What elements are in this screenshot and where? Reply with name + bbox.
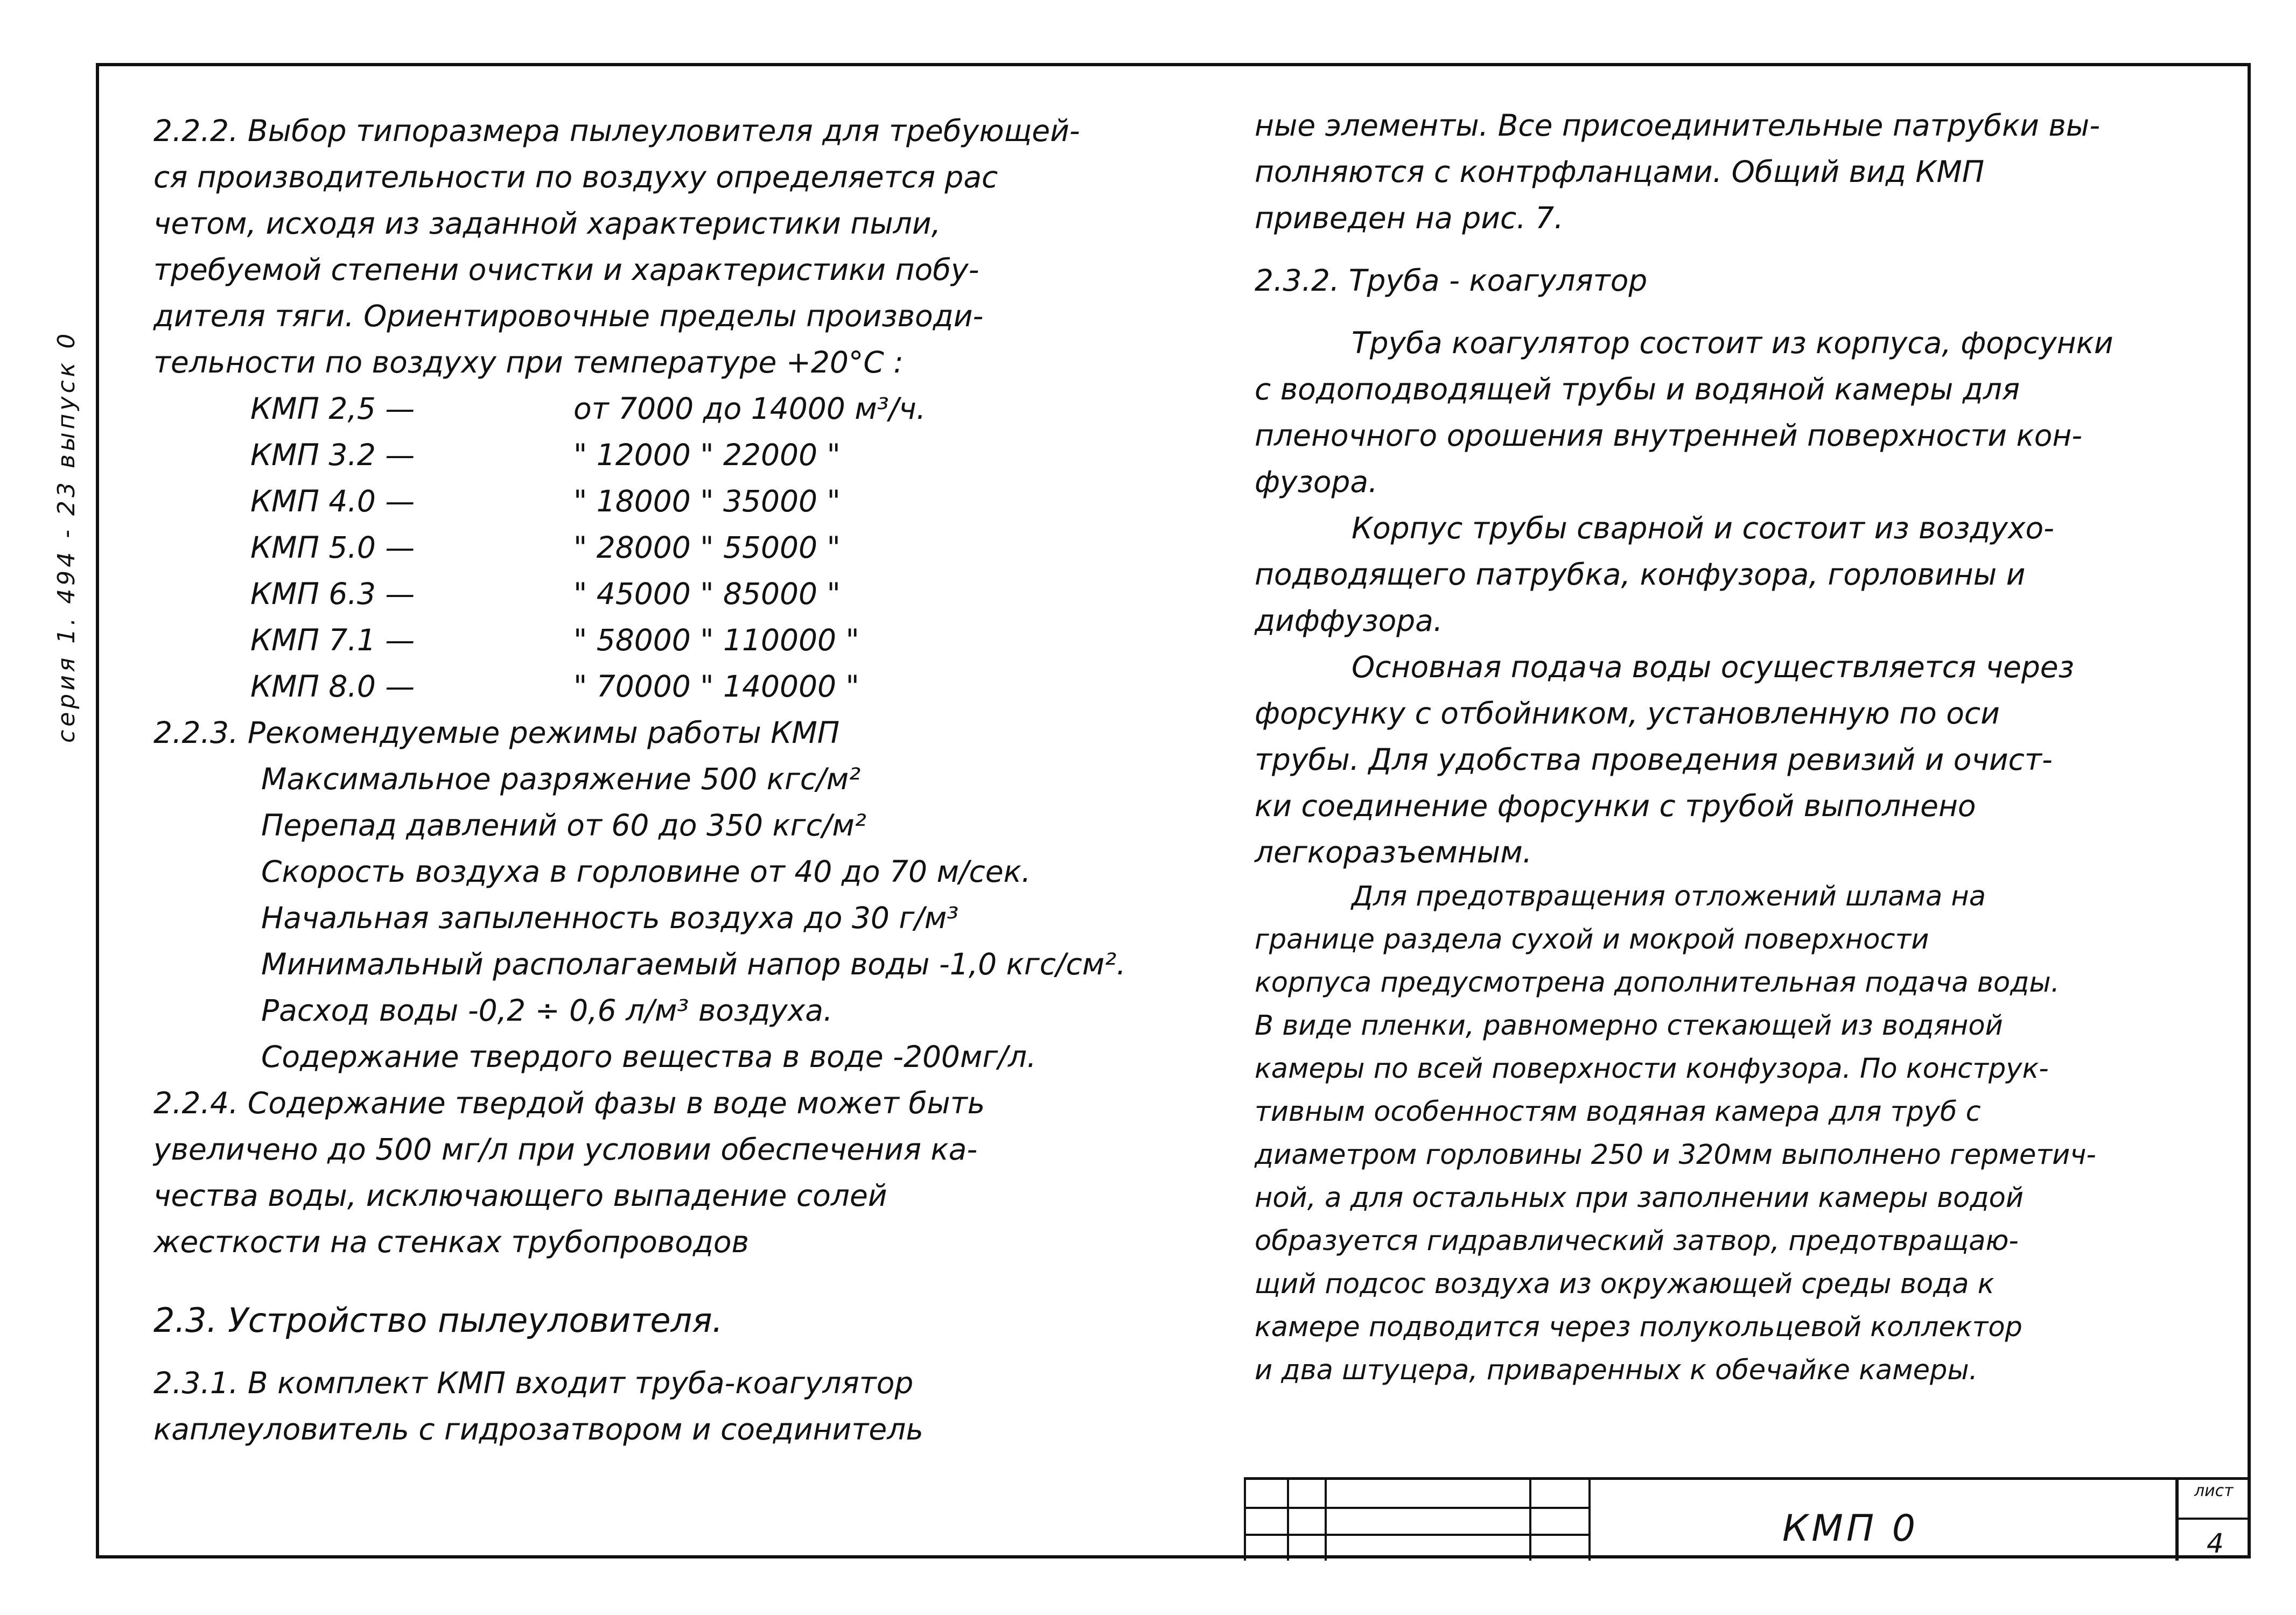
text-line: Труба коагулятор состоит из корпуса, форсунки <box>1352 326 2113 360</box>
capacity-value: " 18000 " 35000 " <box>573 484 841 518</box>
text-line: Корпус трубы сварной и состоит из воздухо- <box>1352 511 2054 545</box>
text-line: диаметром горловины 250 и 320мм выполнено герметич- <box>1255 1139 2096 1171</box>
text-line: щий подсос воздуха из окружающей среды вода к <box>1255 1268 1994 1300</box>
text-line: увеличено до 500 мг/л при условии обеспечения ка- <box>153 1132 978 1167</box>
model-label: КМП 5.0 — <box>250 530 415 565</box>
text-line: границе раздела сухой и мокрой поверхности <box>1255 924 1929 956</box>
text-line: жесткости на стенках трубопроводов <box>153 1225 749 1259</box>
model-label: КМП 3.2 — <box>250 438 415 472</box>
capacity-value: " 70000 " 140000 " <box>573 669 859 704</box>
text-line: В виде пленки, равномерно стекающей из водяной <box>1255 1010 2003 1042</box>
capacity-row <box>153 571 1177 617</box>
mode-item: Перепад давлений от 60 до 350 кгс/м² <box>261 808 866 842</box>
text-line: камере подводится через полукольцевой коллектор <box>1255 1311 2022 1343</box>
series-label: серия 1. 494 - 23 выпуск 0 <box>53 330 80 743</box>
paragraph-sludge <box>1255 875 2213 1392</box>
right-column <box>1255 102 2213 1392</box>
text-line: форсунку с отбойником, установленную по оси <box>1255 696 2000 731</box>
text-line: 2.2.4. Содержание твердой фазы в воде может быть <box>153 1086 985 1120</box>
capacity-value: от 7000 до 14000 м³/ч. <box>573 391 926 426</box>
section-2-2-3 <box>153 710 1177 1080</box>
side-note <box>36 194 95 743</box>
text-line: ные элементы. Все присоединительные патрубки вы- <box>1255 108 2101 143</box>
text-line: чества воды, исключающего выпадение солей <box>153 1178 887 1213</box>
capacity-row <box>153 432 1177 478</box>
capacity-list <box>153 385 1177 710</box>
text-line: подводящего патрубка, конфузора, горловины и <box>1255 557 2026 592</box>
mode-item: Содержание твердого вещества в воде -200мг/л. <box>261 1040 1037 1074</box>
model-label: КМП 2,5 — <box>250 391 415 426</box>
paragraph-body <box>1255 320 2213 505</box>
text-line: тельности по воздуху при температуре +20°С : <box>153 345 904 380</box>
text-line: корпуса предусмотрена дополнительная подача воды. <box>1255 967 2060 999</box>
section-heading: 2.2.3. Рекомендуемые режимы работы КМП <box>153 715 840 750</box>
text-line: 2.3.1. В комплект КМП входит труба-коагулятор <box>153 1366 914 1400</box>
capacity-row <box>153 663 1177 710</box>
text-line: пленочного орошения внутренней поверхности кон- <box>1255 418 2083 453</box>
text-line: ки соединение форсунки с трубой выполнено <box>1255 789 1976 823</box>
text-line: трубы. Для удобства проведения ревизий и очист- <box>1255 742 2053 777</box>
text-line: полняются с контрфланцами. Общий вид КМП <box>1255 155 1985 189</box>
capacity-row <box>153 385 1177 432</box>
left-column <box>153 108 1177 1452</box>
section-2-2-4 <box>153 1080 1177 1265</box>
capacity-value: " 45000 " 85000 " <box>573 577 841 611</box>
section-2-2-2 <box>153 108 1177 385</box>
capacity-value: " 58000 " 110000 " <box>573 623 859 657</box>
section-2-3-1-continued <box>1255 102 2213 241</box>
text-line: и два штуцера, приваренных к обечайке камеры. <box>1255 1354 1978 1386</box>
section-heading: 2.3. Устройство пылеуловителя. <box>153 1301 723 1340</box>
text-line: Для предотвращения отложений шлама на <box>1352 881 1986 912</box>
text-line: дителя тяги. Ориентировочные пределы производи- <box>153 299 984 333</box>
text-line: тивным особенностям водяная камера для труб с <box>1255 1096 1981 1128</box>
sheet-number: 4 <box>2207 1528 2224 1559</box>
mode-item: Расход воды -0,2 ÷ 0,6 л/м³ воздуха. <box>261 993 833 1028</box>
mode-item: Начальная запыленность воздуха до 30 г/м³ <box>261 901 959 935</box>
text-line: образуется гидравлический затвор, предотвращаю- <box>1255 1225 2019 1257</box>
paragraph-water-supply <box>1255 644 2213 875</box>
capacity-row <box>153 524 1177 571</box>
model-label: КМП 8.0 — <box>250 669 415 704</box>
text-line: легкоразъемным. <box>1255 835 1532 869</box>
capacity-row <box>153 478 1177 524</box>
mode-item: Скорость воздуха в горловине от 40 до 70 м/сек. <box>261 854 1031 889</box>
text-line: Основная подача воды осуществляется через <box>1352 650 2074 684</box>
section-heading: 2.3.2. Труба - коагулятор <box>1255 263 1648 298</box>
text-line: 2.2.2. Выбор типоразмера пылеуловителя для требующей- <box>153 114 1080 148</box>
text-line: камеры по всей поверхности конфузора. По конструк- <box>1255 1053 2049 1085</box>
paragraph-housing <box>1255 505 2213 644</box>
model-label: КМП 4.0 — <box>250 484 415 518</box>
text-line: с водоподводящей трубы и водяной камеры для <box>1255 372 2020 406</box>
model-label: КМП 6.3 — <box>250 577 415 611</box>
capacity-row <box>153 617 1177 663</box>
text-line: ся производительности по воздуху определяется рас <box>153 160 998 194</box>
mode-item: Минимальный располагаемый напор воды -1,0 кгс/см². <box>261 947 1126 981</box>
text-line: четом, исходя из заданной характеристики пыли, <box>153 206 941 241</box>
text-line: каплеуловитель с гидрозатвором и соединитель <box>153 1412 923 1447</box>
capacity-value: " 28000 " 55000 " <box>573 530 841 565</box>
text-line: фузора. <box>1255 465 1378 499</box>
text-line: ной, а для остальных при заполнении камеры водой <box>1255 1182 2024 1214</box>
mode-item: Максимальное разряжение 500 кгс/м² <box>261 762 861 796</box>
drawing-code: КМП 0 <box>1782 1507 1919 1550</box>
model-label: КМП 7.1 — <box>250 623 415 657</box>
text-line: требуемой степени очистки и характеристики побу- <box>153 252 979 287</box>
sheet-label: лист <box>2194 1481 2234 1500</box>
section-2-3-1 <box>153 1360 1177 1452</box>
text-line: диффузора. <box>1255 603 1443 638</box>
title-block <box>1244 1477 2248 1561</box>
text-line: приведен на рис. 7. <box>1255 201 1564 235</box>
capacity-value: " 12000 " 22000 " <box>573 438 841 472</box>
